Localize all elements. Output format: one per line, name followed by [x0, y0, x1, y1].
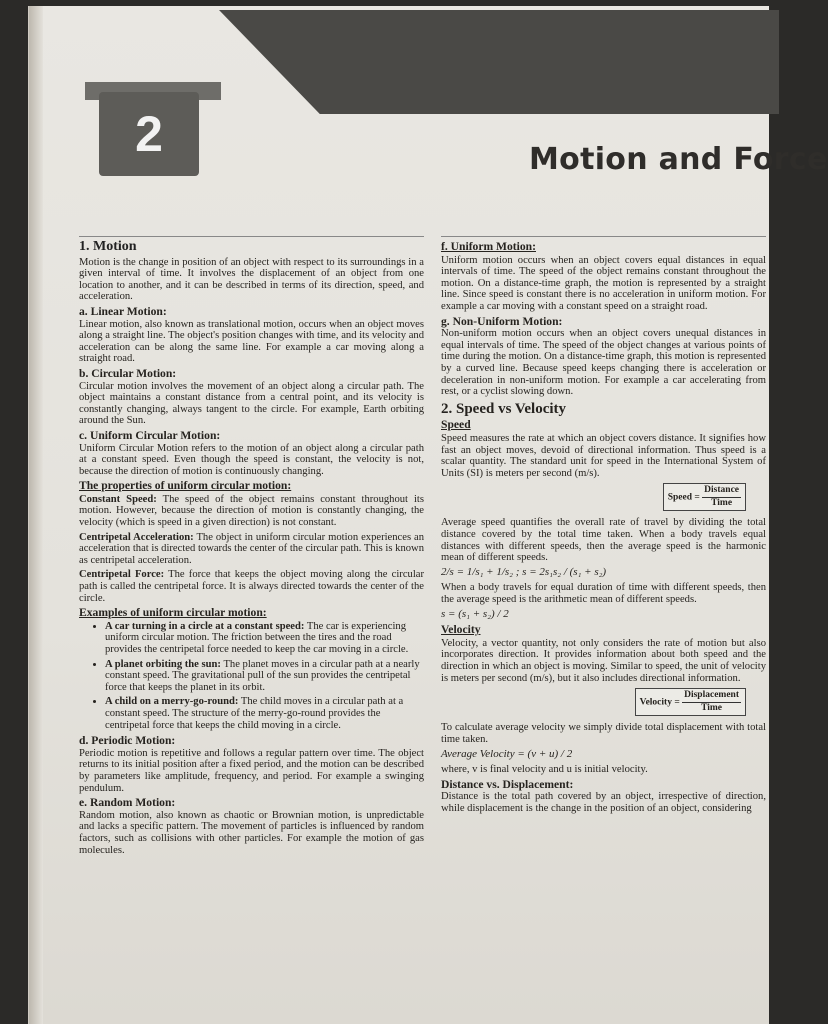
chapter-badge: [99, 92, 199, 176]
heading-speed: Speed: [441, 418, 471, 432]
arithmetic-mean-formula: s = (s₁ + s₂) / 2: [441, 607, 509, 620]
list-item: [105, 621, 424, 656]
chapter-banner: [219, 10, 779, 114]
heading-periodic: d. Periodic Motion:: [79, 734, 176, 748]
speed-formula-box: [441, 483, 746, 511]
para-speed: Speed measures the rate at which an object covers distance. It signifies how fast an object moves, devoid of directional information. Thus speed is a scalar quantity. The standard unit for speed in the International System of Units (SI) is meters per second (m/s).: [441, 432, 766, 479]
term-centripetal-acc: Centripetal Acceleration:: [79, 531, 194, 543]
formula-denominator: Time: [711, 497, 733, 508]
para-velocity: Velocity, a vector quantity, not only considers the rate of motion but also incorporates direction. It provides information about both speed and the direction in which an object is moving. Similar to speed, the unit of velocity is meters per second (m/s), but it also includes directional information.: [441, 637, 766, 684]
formula-lhs: Speed =: [667, 492, 700, 503]
para-equal-time: When a body travels for equal duration of time with different speeds, then the average speed is the arithmetic mean of different speeds.: [441, 582, 766, 606]
heading-properties: The properties of uniform circular motion:: [79, 479, 292, 493]
text-constant-speed: The speed of the object remains constant throughout its motion. However, because the direction of motion is constantly changing, the velocity (which is speed in a given direction) is not constant.: [79, 493, 424, 529]
list-item: [105, 696, 424, 731]
divider: [79, 236, 424, 237]
example-text: The planet moves in a circular path at a nearly constant speed. The gravitational pull of the sun provides the centripetal force that keeps the planet in its orbit.: [105, 658, 420, 693]
heading-speed-vs-velocity: 2. Speed vs Velocity: [441, 400, 567, 417]
text-centripetal-acc: The object in uniform circular motion experiences an acceleration that is directed towards the center of the circular path. This is known as centripetal acceleration.: [79, 531, 424, 566]
average-velocity-formula: Average Velocity = (v + u) / 2: [441, 747, 573, 760]
heading-circular: b. Circular Motion:: [79, 366, 177, 380]
example-term: A child on a merry-go-round:: [105, 696, 239, 708]
examples-list: [79, 621, 424, 731]
para-nonuniform: Non-uniform motion occurs when an object covers unequal distances in equal intervals of time. The speed of the object changes at various points of time during the motion. On a distance-time graph, this motion is represented by a curved line. Because speed keeps changing there is acceleration or deceleration in non-uniform motion. For example a car accelerating from rest, or a cyclist slowing down.: [441, 328, 766, 398]
velocity-formula-box: [441, 688, 746, 716]
right-column: [441, 234, 766, 818]
para-where: where, v is final velocity and u is initial velocity.: [441, 764, 648, 776]
para-periodic: Periodic motion is repetitive and follows a regular pattern over time. The object returns to its initial position after a fixed period, and the motion can be described by parameters like amplitude, frequency, and period. For example a swinging pendulum.: [79, 747, 424, 794]
para-random: Random motion, also known as chaotic or Brownian motion, is unpredictable and lacks a specific pattern. The movement of particles is influenced by random factors, such as collisions with other particles. For example the motion of gas molecules.: [79, 809, 424, 856]
list-item: [105, 659, 424, 694]
page-edge: [29, 6, 43, 1024]
heading-motion: 1. Motion: [79, 239, 137, 254]
example-term: A planet orbiting the sun:: [105, 658, 221, 670]
example-text: The child moves in a circular path at a constant speed. The structure of the merry-go-round provides the centripetal force that keeps the child moving in a circle.: [105, 696, 404, 731]
formula-lhs: Velocity =: [639, 697, 680, 708]
heading-uniform: f. Uniform Motion:: [441, 240, 536, 253]
book-page: [28, 6, 828, 1024]
heading-nonuniform: g. Non-Uniform Motion:: [441, 314, 563, 328]
para-ucm: Uniform Circular Motion refers to the motion of an object along a circular path at a constant speed. Even though the speed is constant, the velocity is not, because the direction of motion is continuously changing.: [79, 442, 424, 477]
heading-velocity: Velocity: [441, 623, 481, 637]
para-average-velocity: To calculate average velocity we simply divide total displacement with total time taken.: [441, 722, 766, 745]
para-constant-speed: [79, 494, 424, 529]
heading-distance-displacement: Distance vs. Displacement:: [441, 777, 574, 791]
heading-linear: a. Linear Motion:: [79, 304, 167, 318]
heading-ucm: c. Uniform Circular Motion:: [79, 428, 221, 442]
para-uniform: Uniform motion occurs when an object covers equal distances in equal intervals of time. The speed of the object remains constant throughout the motion. On a distance-time graph, the motion is represented by a straight line. Since speed is constant there is no acceleration in uniform motion. For example a car moving with a constant speed on a straight road.: [441, 254, 766, 312]
left-column: [79, 234, 424, 859]
para-motion: Motion is the change in position of an object with respect to its surroundings in a given interval of time. It involves the displacement of an object from one location to another, and it can be described in terms of its direction, speed, and acceleration.: [79, 256, 424, 303]
chapter-number: 2: [99, 92, 199, 176]
formula-numerator: Displacement: [682, 690, 741, 703]
heading-random: e. Random Motion:: [79, 796, 176, 810]
example-text: The car is experiencing uniform circular motion. The friction between the tires and the road provides the centripetal force needed to keep the car moving in a circle.: [105, 620, 409, 655]
example-term: A car turning in a circle at a constant speed:: [105, 620, 305, 632]
term-centripetal-force: Centripetal Force:: [79, 569, 165, 581]
speed-formula: [663, 483, 746, 511]
formula-fraction: [702, 485, 741, 509]
formula-fraction: [682, 690, 741, 714]
para-linear: Linear motion, also known as translational motion, occurs when an object moves along a straight line. The object's position changes with time, and its velocity and acceleration can be along the same line. For example a car moving along a straight road.: [79, 318, 424, 365]
heading-examples: Examples of uniform circular motion:: [79, 606, 267, 620]
para-circular: Circular motion involves the movement of an object along a circular path. The object maintains a constant distance from a central point, and its velocity is constantly changing, always tangent to the circle. For example, Earth orbiting around the Sun.: [79, 380, 424, 427]
formula-numerator: Distance: [702, 485, 741, 498]
term-constant-speed: Constant Speed:: [79, 493, 157, 505]
divider: [441, 236, 766, 237]
para-average-speed: Average speed quantifies the overall rate of travel by dividing the total distance covered by the total time taken. When a body travels equal distances with different speeds, then the average speed is the harmonic mean of different speeds.: [441, 517, 766, 564]
para-distance-displacement: Distance is the total path covered by an object, irrespective of direction, while displacement is the change in the position of an object, considering: [441, 791, 766, 814]
velocity-formula: [635, 688, 746, 716]
chapter-title: Motion and Force: [529, 142, 828, 177]
text-centripetal-force: The force that keeps the object moving along the circular path is called the centripetal force. It is always directed towards the center of the circle.: [79, 569, 424, 604]
harmonic-mean-formula: 2/s = 1/s₁ + 1/s₂ ; s = 2s₁s₂ / (s₁ + s₂): [441, 565, 607, 578]
para-centripetal-force: [79, 569, 424, 604]
para-centripetal-acc: [79, 532, 424, 567]
formula-denominator: Time: [701, 702, 723, 713]
